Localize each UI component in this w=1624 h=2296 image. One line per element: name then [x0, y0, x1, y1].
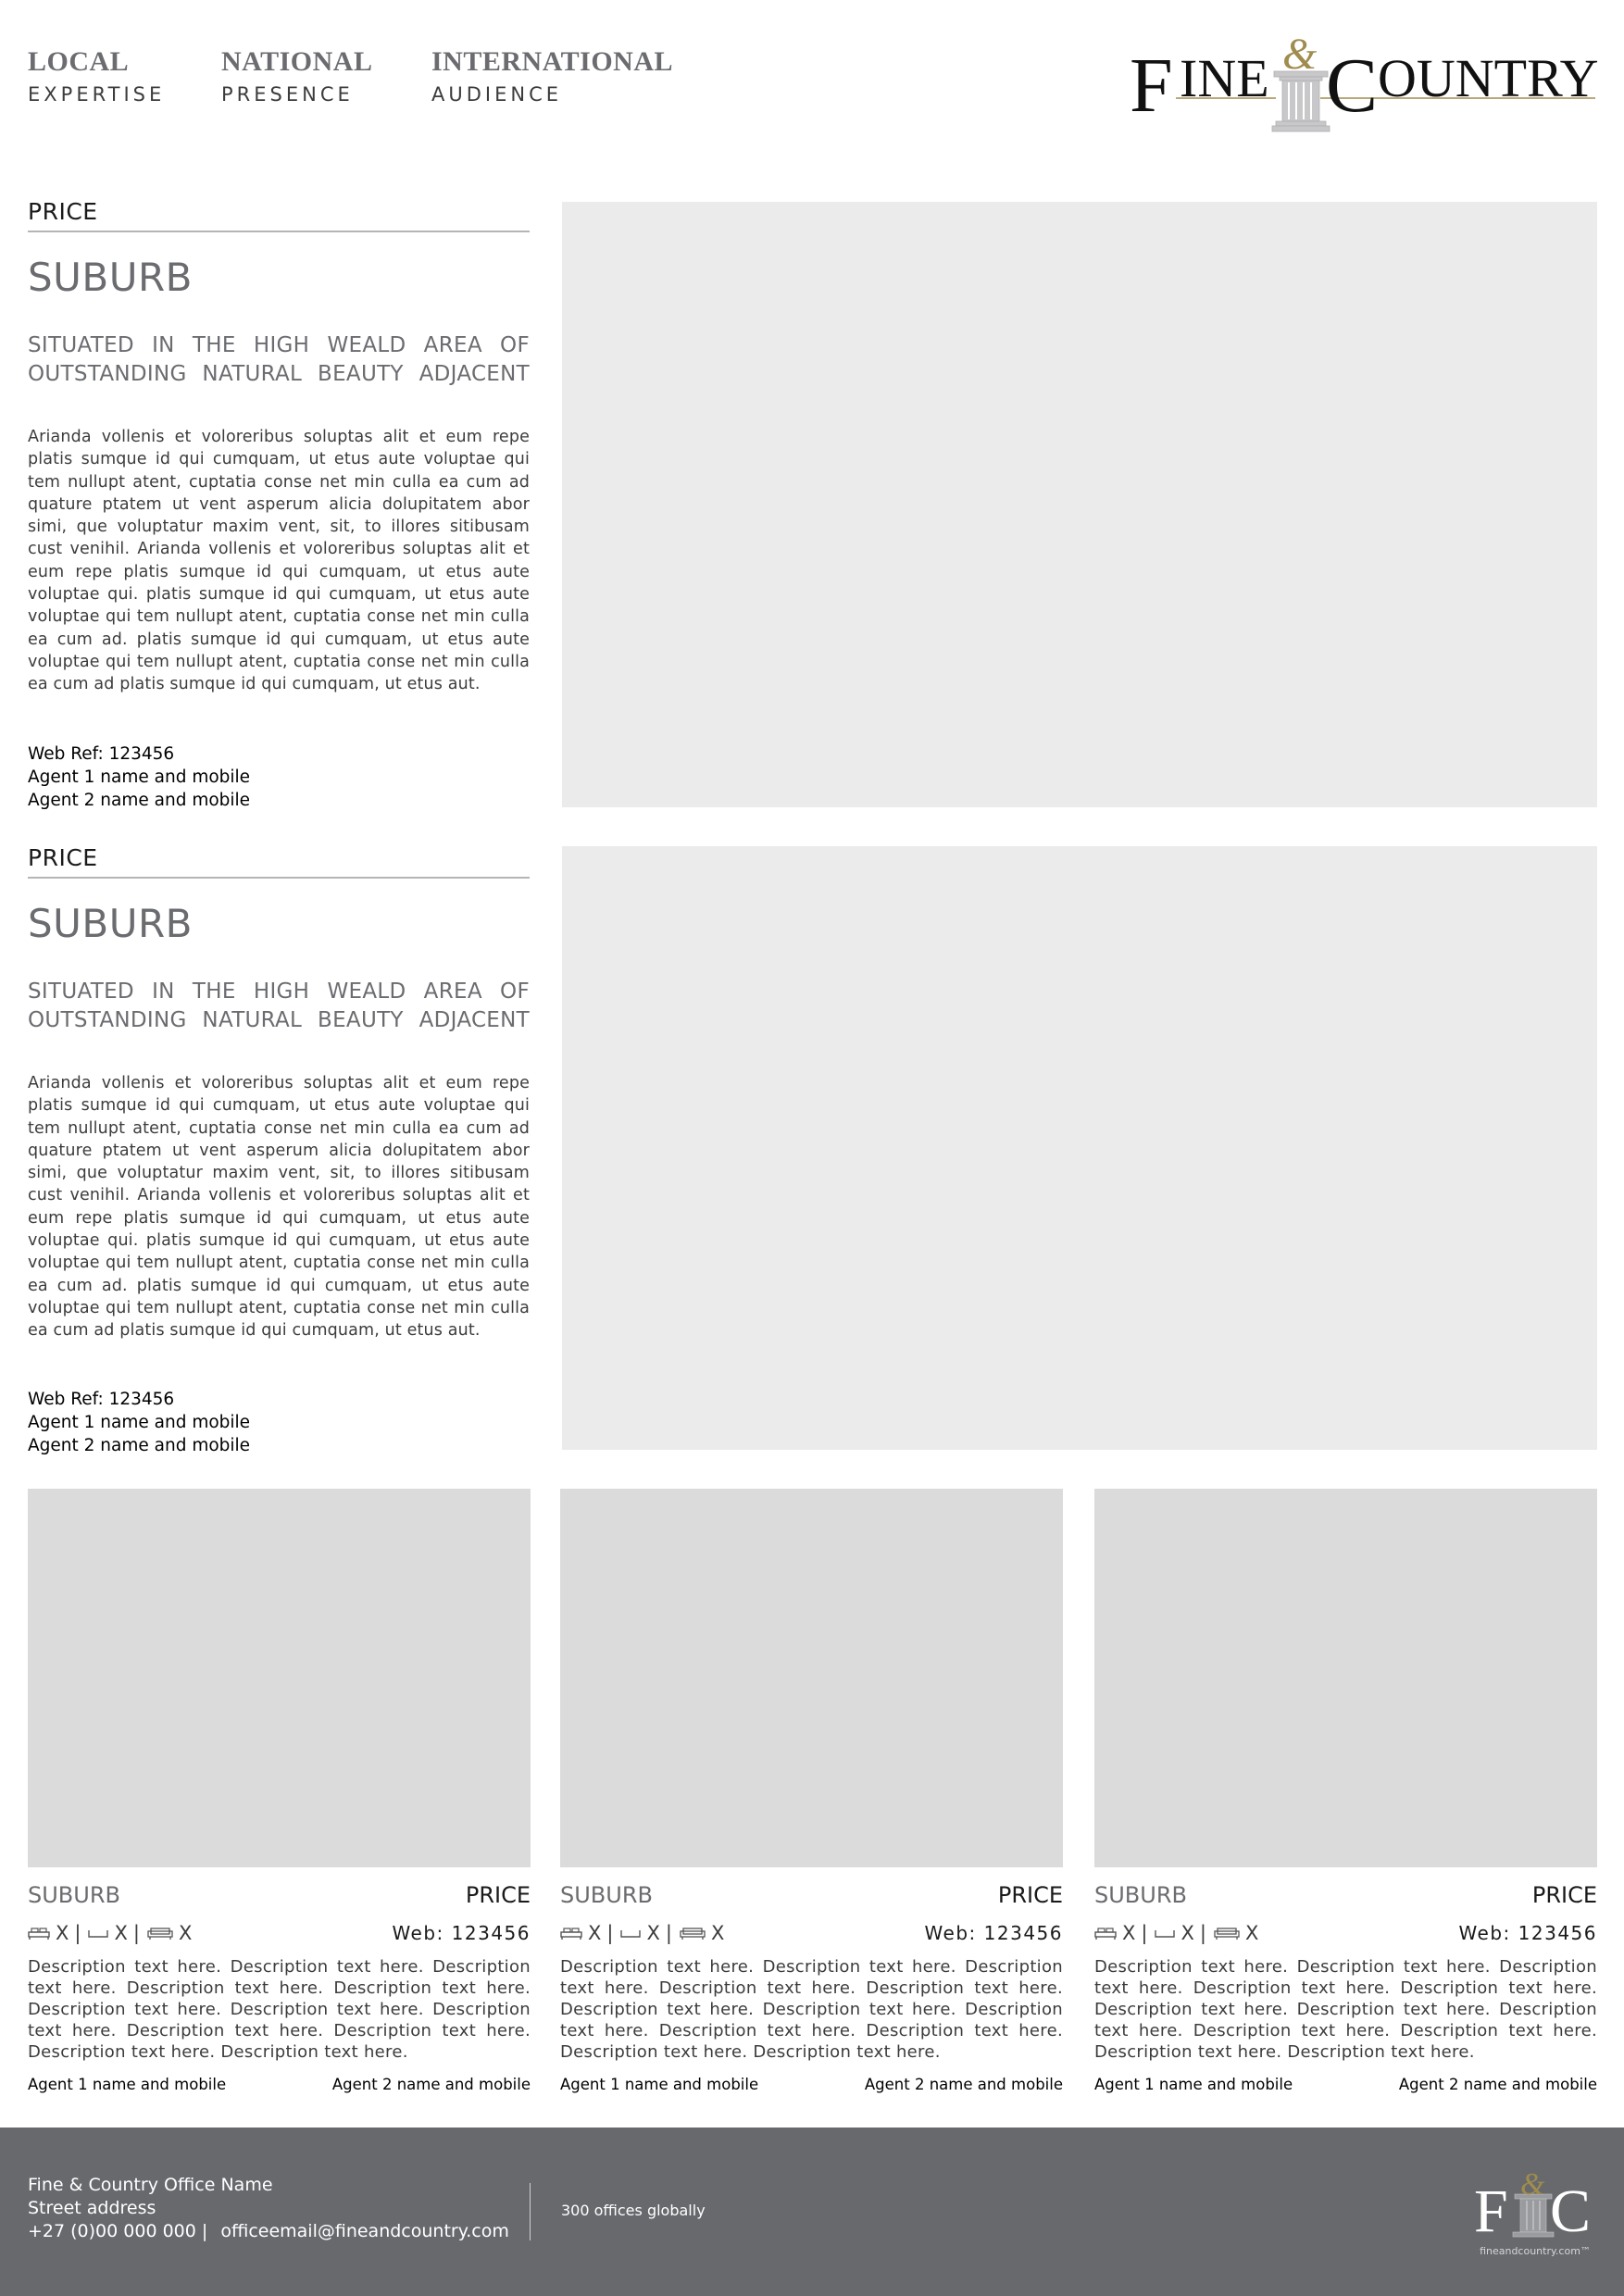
svg-text:fineandcountry.com™: fineandcountry.com™ — [1480, 2245, 1591, 2257]
feature-photo-2 — [562, 846, 1597, 1450]
lounge-count: X — [710, 1922, 725, 1944]
listing-web-ref: Web: 123456 — [392, 1922, 531, 1944]
sofa-icon — [1214, 1926, 1240, 1940]
bed-icon — [28, 1926, 50, 1940]
listing-web-ref: Web: 123456 — [1458, 1922, 1597, 1944]
bath-icon — [620, 1927, 641, 1940]
street-address: Street address — [28, 2198, 156, 2218]
tagline-subtitle: PRESENCE — [221, 83, 354, 106]
lounge-count: X — [1244, 1922, 1259, 1944]
tagline-subtitle: EXPERTISE — [28, 83, 166, 106]
listing-photo — [28, 1489, 531, 1867]
svg-text:F: F — [1474, 2177, 1508, 2245]
svg-text:F: F — [1130, 43, 1173, 129]
svg-text:INE: INE — [1180, 48, 1269, 108]
feature-headline: SITUATED IN THE HIGH WEALD AREA OF OUTSTANDING NATURAL BEAUTY ADJACENT — [28, 333, 530, 386]
offices-globally: 300 offices globally — [561, 2202, 706, 2219]
feature-headline: SITUATED IN THE HIGH WEALD AREA OF OUTSTANDING NATURAL BEAUTY ADJACENT — [28, 980, 530, 1032]
listing-photo — [560, 1489, 1063, 1867]
feature-price: PRICE — [28, 844, 530, 879]
sofa-icon — [680, 1926, 706, 1940]
feature-photo-1 — [562, 202, 1597, 807]
agent-1: Agent 1 name and mobile — [28, 767, 251, 787]
feature-price: PRICE — [28, 198, 530, 232]
bed-count: X — [56, 1922, 69, 1944]
agent-1: Agent 1 name and mobile — [560, 2076, 759, 2093]
listing-suburb: SUBURB — [560, 1882, 653, 1908]
tagline-national — [221, 46, 372, 106]
tagline-title: INTERNATIONAL — [431, 46, 673, 77]
feature-description: Arianda vollenis et voloreribus soluptas alit et eum repe platis sumque id qui cumquam, ut etus aute voluptae qui tem nullupt atent, cuptatia conse net min culla ea cum ad quature ptatem ut vent asperum alicia dolupitatem abor simi, que voluptatur maxim vent, sit, to illores sitibusam cust venihil. Arianda vollenis et voloreribus soluptas alit et eum repe platis sumque id qui cumquam, ut etus aute voluptae qui. platis sumque id qui cumquam, ut etus aute voluptae qui tem nullupt atent, cuptatia conse net min culla ea cum ad. platis sumque id qui cumquam, ut etus aute voluptae qui tem nullupt atent, cuptatia conse net min culla ea cum ad platis sumque id qui cumquam, ut etus aut. — [28, 428, 530, 694]
bath-icon — [88, 1927, 108, 1940]
agent-2: Agent 2 name and mobile — [331, 2076, 531, 2093]
fine-and-country-logo — [1128, 30, 1598, 136]
separator: | — [132, 1922, 140, 1944]
bed-count: X — [588, 1922, 602, 1944]
bath-count: X — [114, 1922, 128, 1944]
listing-price: PRICE — [997, 1882, 1063, 1908]
feature-description: Arianda vollenis et voloreribus soluptas alit et eum repe platis sumque id qui cumquam, ut etus aute voluptae qui tem nullupt atent, cuptatia conse net min culla ea cum ad quature ptatem ut vent asperum alicia dolupitatem abor simi, que voluptatur maxim vent, sit, to illores sitibusam cust venihil. Arianda vollenis et voloreribus soluptas alit et eum repe platis sumque id qui cumquam, ut etus aute voluptae qui. platis sumque id qui cumquam, ut etus aute voluptae qui tem nullupt atent, cuptatia conse net min culla ea cum ad. platis sumque id qui cumquam, ut etus aute voluptae qui tem nullupt atent, cuptatia conse net min culla ea cum ad platis sumque id qui cumquam, ut etus aut. — [28, 1074, 530, 1341]
listing-card-2 — [560, 1489, 1063, 2093]
separator: | — [606, 1922, 614, 1944]
footer — [0, 2128, 1624, 2296]
tagline-title: NATIONAL — [221, 46, 373, 77]
amenities — [28, 1922, 197, 1944]
feature-listing-1 — [28, 198, 530, 696]
separator: | — [74, 1922, 81, 1944]
fc-monogram-logo — [1472, 2161, 1598, 2263]
office-details — [28, 2174, 509, 2243]
office-email[interactable]: officeemail@fineandcountry.com — [220, 2221, 509, 2241]
listing-price: PRICE — [1531, 1882, 1597, 1908]
pillar-icon — [1272, 71, 1330, 131]
bath-count: X — [1181, 1922, 1194, 1944]
tagline-subtitle: AUDIENCE — [431, 83, 563, 106]
web-ref: Web Ref: 123456 — [28, 1390, 175, 1409]
listing-description: Description text here. Description text here. Description text here. Description text here. Description text here. Description text here. Description text here. Description text here. Description text here. Description text here. Description text here. Description text here. — [1094, 1957, 1597, 2062]
agent-2: Agent 2 name and mobile — [864, 2076, 1063, 2093]
footer-divider — [530, 2183, 531, 2240]
bath-icon — [1155, 1927, 1175, 1940]
svg-text:OUNTRY: OUNTRY — [1378, 48, 1598, 108]
agent-1: Agent 1 name and mobile — [28, 1413, 251, 1432]
feature-contacts-2 — [28, 1388, 250, 1457]
agent-2: Agent 2 name and mobile — [1398, 2076, 1597, 2093]
agent-1: Agent 1 name and mobile — [28, 2076, 227, 2093]
tagline-title: LOCAL — [28, 46, 130, 77]
listing-card-1 — [28, 1489, 531, 2093]
feature-contacts-1 — [28, 742, 250, 812]
listing-description: Description text here. Description text here. Description text here. Description text here. Description text here. Description text here. Description text here. Description text here. Description text here. Description text here. Description text here. Description text here. — [560, 1957, 1063, 2062]
bed-icon — [560, 1926, 582, 1940]
office-phone: +27 (0)00 000 000 | — [28, 2221, 208, 2241]
feature-suburb: SUBURB — [28, 255, 193, 300]
sofa-icon — [147, 1926, 173, 1940]
bed-count: X — [1122, 1922, 1136, 1944]
agent-2: Agent 2 name and mobile — [28, 791, 251, 810]
tagline-international — [431, 46, 673, 106]
listing-card-3 — [1094, 1489, 1597, 2093]
amenities — [1094, 1922, 1264, 1944]
feature-listing-2 — [28, 844, 530, 1342]
separator: | — [1141, 1922, 1148, 1944]
amenities — [560, 1922, 730, 1944]
bath-count: X — [646, 1922, 660, 1944]
svg-text:C: C — [1550, 2177, 1592, 2245]
svg-text:&: & — [1282, 30, 1318, 79]
listing-web-ref: Web: 123456 — [924, 1922, 1063, 1944]
lounge-count: X — [178, 1922, 193, 1944]
separator: | — [1199, 1922, 1206, 1944]
tagline-local — [28, 46, 165, 106]
svg-text:&: & — [1520, 2167, 1545, 2202]
feature-suburb: SUBURB — [28, 901, 193, 946]
bed-icon — [1094, 1926, 1117, 1940]
web-ref: Web Ref: 123456 — [28, 744, 175, 764]
listing-suburb: SUBURB — [28, 1882, 120, 1908]
separator: | — [665, 1922, 672, 1944]
listing-description: Description text here. Description text here. Description text here. Description text here. Description text here. Description text here. Description text here. Description text here. Description text here. Description text here. Description text here. Description text here. — [28, 1957, 531, 2062]
listing-price: PRICE — [465, 1882, 531, 1908]
listing-photo — [1094, 1489, 1597, 1867]
agent-1: Agent 1 name and mobile — [1094, 2076, 1293, 2093]
svg-text:C: C — [1326, 43, 1379, 129]
agent-2: Agent 2 name and mobile — [28, 1436, 251, 1455]
listing-suburb: SUBURB — [1094, 1882, 1187, 1908]
office-name: Fine & Country Office Name — [28, 2175, 273, 2195]
